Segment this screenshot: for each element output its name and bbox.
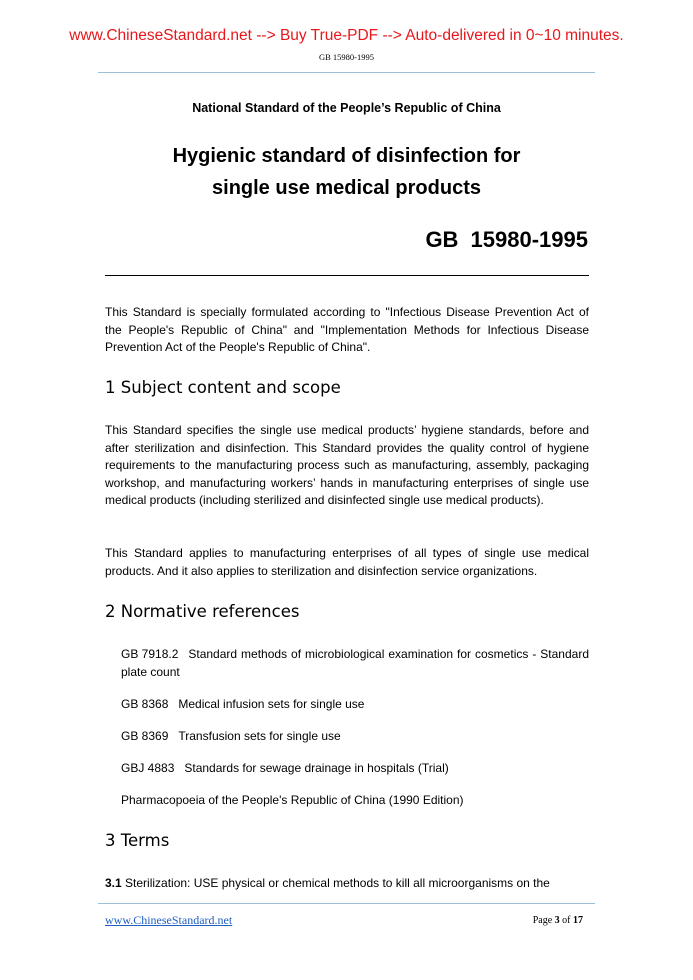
page-prefix: Page [532,915,555,926]
reference-item [121,728,589,746]
reference-title: Standards for sewage drainage in hospitals (Trial) [184,761,449,775]
reference-title: Medical infusion sets for single use [178,697,365,711]
section-1-paragraph-2: This Standard applies to manufacturing enterprises of all types of single use medical products. And it also applies to sterilization and disinfection service organizations. [105,546,589,578]
reference-item [121,696,589,714]
reference-item [121,646,589,681]
reference-code: GBJ 4883 [121,761,175,775]
reference-code: GB 7918.2 [121,647,179,661]
page-current: 3 [554,915,560,926]
reference-title: Transfusion sets for single use [178,729,341,743]
section-3-heading: 3 Terms [105,831,170,850]
reference-item [121,792,589,810]
gb-number: GB 15980-1995 [425,227,588,252]
reference-item [121,760,589,778]
page-separator: of [559,915,573,926]
page-total: 17 [573,915,583,926]
footer-divider [98,903,595,904]
promo-banner-link[interactable]: www.ChineseStandard.net --> Buy True-PDF --> Auto-delivered in 0~10 minutes. [69,27,624,44]
footer-website-link[interactable]: www.ChineseStandard.net [105,913,233,927]
term-text: Sterilization: USE physical or chemical methods to kill all microorganisms on the [121,876,550,890]
term-3-1 [105,875,589,893]
page-indicator [533,915,583,926]
title-line-1: Hygienic standard of disinfection for [172,145,521,167]
national-standard-label: National Standard of the People’s Republic of China [192,101,501,115]
term-number: 3.1 [105,876,122,890]
title-rule [105,275,589,276]
reference-code: GB 8368 [121,697,169,711]
reference-title: Standard methods of microbiological examination for cosmetics - Standard plate count [121,647,589,679]
header-divider [98,72,595,73]
header-standard-code: GB 15980-1995 [318,52,374,62]
section-1-heading: 1 Subject content and scope [105,378,341,397]
section-2-heading: 2 Normative references [105,602,300,621]
reference-code: GB 8369 [121,729,169,743]
reference-title: Pharmacopoeia of the People's Republic of China (1990 Edition) [121,793,464,807]
document-title [0,140,693,204]
intro-paragraph: This Standard is specially formulated according to "Infectious Disease Prevention Act of the People's Republic of China" and "Implementation Methods for Infectious Disease Prevention Act of the People's Republic of China". [105,305,589,354]
title-line-2: single use medical products [212,177,481,199]
section-1-paragraph-1: This Standard specifies the single use medical products’ hygiene standards, before and after sterilization and disinfection. This Standard provides the quality control of hygiene requirements to the manufacturing process such as manufacturing, assembly, packaging workshop, and manufacturing workers’ hands in manufacturing enterprises of single use medical products (including sterilized and disinfected single use medical products). [105,423,589,507]
